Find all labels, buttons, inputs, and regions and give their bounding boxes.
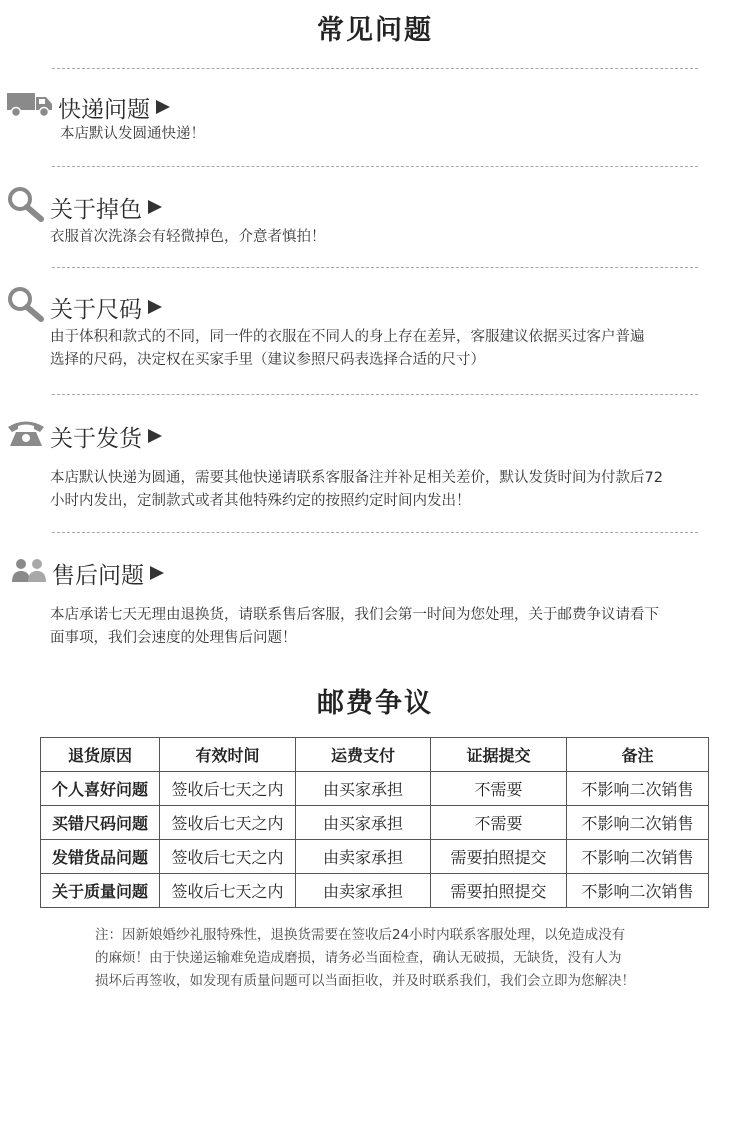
divider bbox=[52, 267, 698, 268]
section-heading-text: 关于掉色 bbox=[50, 196, 142, 223]
section-body: 衣服首次洗涤会有轻微掉色，介意者慎拍！ bbox=[50, 229, 326, 245]
table-cell: 由买家承担 bbox=[296, 772, 431, 806]
divider bbox=[52, 68, 698, 69]
table-cell: 签收后七天之内 bbox=[160, 840, 296, 874]
table-cell: 不需要 bbox=[431, 772, 567, 806]
triangle-arrow-icon bbox=[148, 300, 162, 314]
triangle-arrow-icon bbox=[148, 429, 162, 443]
table-header-row bbox=[41, 738, 709, 772]
table-cell: 由卖家承担 bbox=[296, 874, 431, 908]
telephone-icon bbox=[6, 418, 46, 454]
table-row bbox=[41, 806, 709, 840]
users-icon bbox=[10, 556, 48, 590]
triangle-arrow-icon bbox=[156, 100, 170, 114]
section-heading-shipping bbox=[6, 418, 162, 454]
table-cell: 由买家承担 bbox=[296, 806, 431, 840]
fee-title: 邮费争议 bbox=[317, 688, 433, 719]
magnifier-icon bbox=[6, 186, 46, 228]
section-body: 本店承诺七天无理由退换货，请联系售后客服，我们会第一时间为您处理，关于邮费争议请看下 面事项，我们会速度的处理售后问题！ bbox=[50, 607, 659, 646]
section-heading-text: 关于尺码 bbox=[50, 296, 142, 323]
table-row bbox=[41, 874, 709, 908]
triangle-arrow-icon bbox=[148, 200, 162, 214]
table-cell: 个人喜好问题 bbox=[41, 772, 160, 806]
truck-icon bbox=[6, 90, 54, 124]
table-cell: 签收后七天之内 bbox=[160, 772, 296, 806]
section-heading-delivery bbox=[6, 90, 170, 124]
section-heading-fading bbox=[6, 186, 162, 228]
section-body: 由于体积和款式的不同，同一件的衣服在不同人的身上存在差异，客服建议依据买过客户普遍 选择的尺码，决定权在买家手里（建议参照尺码表选择合适的尺寸） bbox=[50, 329, 645, 368]
table-cell: 由卖家承担 bbox=[296, 840, 431, 874]
table-cell: 买错尺码问题 bbox=[41, 806, 160, 840]
table-cell: 不影响二次销售 bbox=[567, 772, 709, 806]
table-cell: 不需要 bbox=[431, 806, 567, 840]
column-header: 运费支付 bbox=[296, 738, 431, 772]
section-heading-text: 关于发货 bbox=[50, 425, 142, 452]
table-cell: 关于质量问题 bbox=[41, 874, 160, 908]
divider bbox=[52, 394, 698, 395]
fee-table bbox=[40, 737, 709, 908]
section-heading-text: 快递问题 bbox=[58, 96, 150, 123]
page-title: 常见问题 bbox=[317, 15, 433, 46]
section-heading-after-sales bbox=[10, 556, 164, 590]
table-row bbox=[41, 772, 709, 806]
table-cell: 发错货品问题 bbox=[41, 840, 160, 874]
table-cell: 签收后七天之内 bbox=[160, 806, 296, 840]
table-cell: 不影响二次销售 bbox=[567, 840, 709, 874]
table-cell: 不影响二次销售 bbox=[567, 874, 709, 908]
note-text: 注：因新娘婚纱礼服特殊性，退换货需要在签收后24小时内联系客服处理，以免造成没有 的麻烦！由于快递运输难免造成磨损，请务必当面检查，确认无破损，无缺货，没有人为 损坏后再签收，如发现有质量问题可以当面拒收，并及时联系我们，我们会立即为您解决！ bbox=[95, 927, 635, 989]
section-heading-size bbox=[6, 286, 162, 328]
divider bbox=[52, 166, 698, 167]
divider bbox=[52, 532, 698, 533]
column-header: 有效时间 bbox=[160, 738, 296, 772]
column-header: 证据提交 bbox=[431, 738, 567, 772]
table-cell: 需要拍照提交 bbox=[431, 840, 567, 874]
column-header: 退货原因 bbox=[41, 738, 160, 772]
triangle-arrow-icon bbox=[150, 566, 164, 580]
table-cell: 需要拍照提交 bbox=[431, 874, 567, 908]
table-row bbox=[41, 840, 709, 874]
magnifier-icon bbox=[6, 286, 46, 328]
table-cell: 签收后七天之内 bbox=[160, 874, 296, 908]
section-body: 本店默认发圆通快递！ bbox=[60, 126, 205, 142]
section-body: 本店默认快递为圆通，需要其他快递请联系客服备注并补足相关差价，默认发货时间为付款后72 小时内发出，定制款式或者其他特殊约定的按照约定时间内发出！ bbox=[50, 470, 663, 509]
column-header: 备注 bbox=[567, 738, 709, 772]
section-heading-text: 售后问题 bbox=[52, 562, 144, 589]
table-cell: 不影响二次销售 bbox=[567, 806, 709, 840]
